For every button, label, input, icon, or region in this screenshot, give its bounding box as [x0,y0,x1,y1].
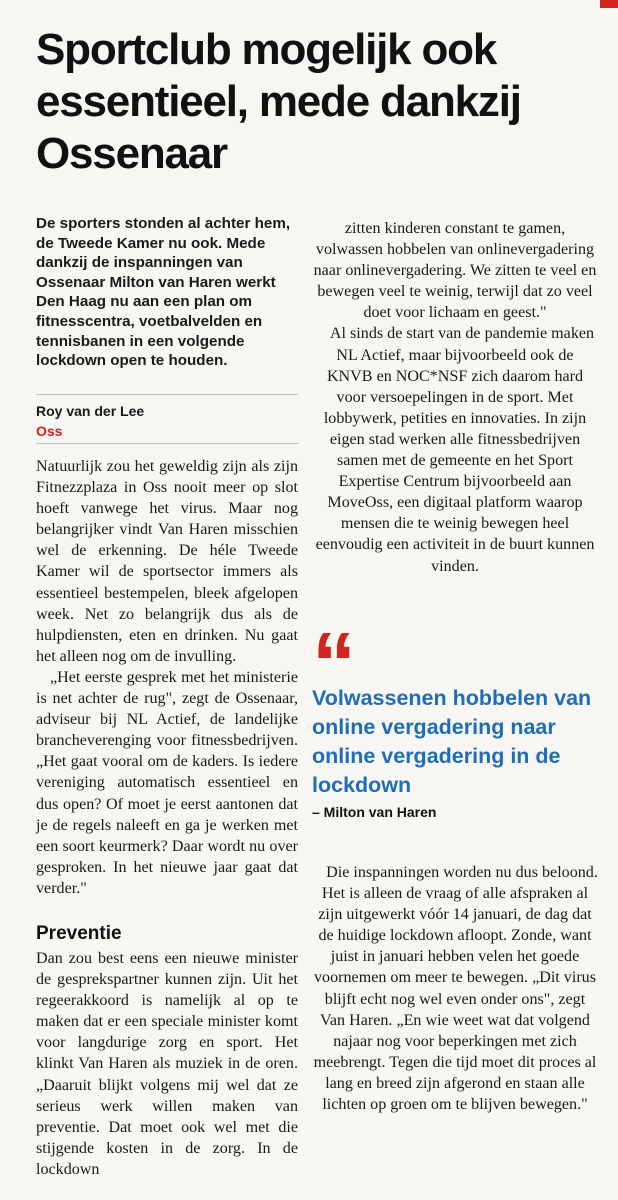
byline-author: Roy van der Lee [36,403,145,419]
quote-mark-icon: “ [312,630,356,682]
subheading: Preventie [36,923,122,944]
byline [36,394,298,444]
article-headline: Sportclub mogelijk ook essentieel, mede dankzij Ossenaar [36,25,521,178]
left-column-body [36,456,298,899]
left-column-body-continued [36,948,298,1180]
paragraph: Al sinds de start van de pandemie maken NL Actief, maar bijvoorbeeld ook de KNVB en NOC*NSF zich daarom hard voor versoepelingen in de sport. Met lobbywerk, petities en innovaties. In zijn eigen stad werken alle fitnessbedrijven samen met de gemeente en het Sport Expertise Centrum bijvoorbeeld aan MoveOss, een digitaal platform waarop mensen die te weinig bewegen heel eenvoudig een activiteit in de buurt kunnen vinden. [315,325,595,575]
page-corner-accent [600,0,618,8]
paragraph: „Het eerste gesprek met het ministerie is net achter de rug", zegt de Ossenaar, adviseur bij NL Actief, de landelijke brancheverenging voor fitnessbedrijven. „Het gaat vooral om de kaders. Is iedere vereniging automatisch essentieel en dus open? Of moet je eerst aantonen dat je de regels naleeft en ga je werken met een soort keurmerk? Daar wordt nu over gesproken. In het nieuwe jaar gaat dat verder." [36,668,298,897]
paragraph: zitten kinderen constant te gamen, volwassen hobbelen van onlinevergadering naar onlinevergadering. We zitten te veel en bewegen veel te weinig, terwijl dat zo veel doet voor lichaam en geest." [313,220,597,322]
lead-text: De sporters stonden al achter hem, de Tweede Kamer nu ook. Mede dankzij de inspanningen van Ossenaar Milton van Haren werkt Den Haag nu aan een plan om fitnesscentra, voetbalvelden en tennisbanen in een volgende lockdown open te houden. [36,215,291,370]
article-lead [36,214,298,371]
pull-quote-author: – Milton van Haren [312,804,437,820]
pull-quote [312,630,598,822]
byline-city: Oss [36,421,298,444]
right-column-body-continued [312,862,598,1115]
pull-quote-text: Volwassenen hobbelen van online vergadering naar online vergadering in de lockdown [312,686,592,797]
paragraph: Dan zou best eens een nieuwe minister de gesprekspartner kunnen zijn. Uit het regeerakkoord is namelijk al op te maken dat er een speciale minister komt voor langdurige zorg en sport. Het klinkt Van Haren als muziek in de oren. „Daaruit blijkt volgens mij wel dat ze serieus werk willen maken van preventie. Dat moet ook wel met die stijgende kosten in de zorg. In de lockdown [36,950,298,1178]
paragraph: Natuurlijk zou het geweldig zijn als zijn Fitnezzplaza in Oss nooit meer op slot hoeft vanwege het virus. Maar nog belangrijker vindt Van Haren misschien wel de erkenning. De héle Tweede Kamer wil de sportsector immers als essentieel bestempelen, bleek afgelopen week. Net zo belangrijk dus als de hulpdiensten, eten en drinken. Nu gaat het alleen nog om de invulling. [36,458,298,665]
paragraph: Die inspanningen worden nu dus beloond. Het is alleen de vraag of alle afspraken al zijn uitgewerkt vóór 14 januari, de dag dat de huidige lockdown afloopt. Zonde, want juist in januari hebben velen het goede voornemen om meer te bewegen. „Dit virus blijft echt nog wel even onder ons", zegt Van Haren. „En wie weet wat dat volgend najaar nog voor beperkingen met zich meebrengt. Tegen die tijd moet dit proces al lang en breed zijn afgerond en staan alle lichten op groen om te blijven bewegen." [313,864,598,1114]
right-column-body [312,218,598,577]
